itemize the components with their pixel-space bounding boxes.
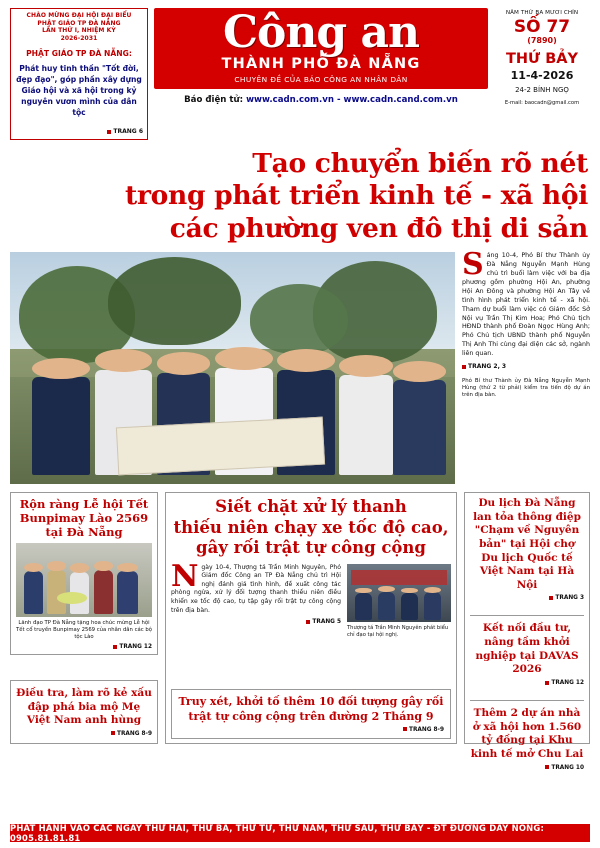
mid-bottom-article[interactable] — [171, 689, 451, 739]
masthead — [10, 8, 590, 140]
right-column — [464, 492, 590, 771]
lead-text-column — [462, 246, 590, 484]
left-article-1-page-ref: TRANG 12 — [16, 644, 152, 650]
mid-article-text — [171, 558, 341, 639]
mid-article-photo — [347, 564, 451, 622]
right-divider-1 — [470, 615, 584, 616]
masthead-right-info — [494, 8, 590, 140]
right-article-1-page-ref: TRANG 3 — [470, 595, 584, 601]
left-article-2-title: Điều tra, làm rõ kẻ xấu đập phá bia mộ Mẹ Việt Nam anh hùng — [16, 687, 152, 727]
newspaper-logo[interactable] — [154, 8, 488, 89]
logo-title: Công an — [223, 7, 419, 58]
lead-paragraph — [462, 246, 590, 359]
mid-title-line-1: Siết chặt xử lý thanh — [215, 496, 407, 516]
mid-photo-caption: Thượng tá Trần Minh Nguyên phát biểu chỉ đạo tại hội nghị. — [347, 624, 449, 638]
mid-article-title — [171, 497, 451, 559]
teaser-line-4: 2026-2031 — [60, 35, 98, 43]
teaser-page-ref: TRANG 6 — [15, 128, 143, 136]
mid-article[interactable] — [165, 492, 457, 744]
mid-photo-wrap — [347, 564, 451, 639]
headline-line-1: Tạo chuyển biến rõ nét — [252, 148, 588, 179]
lunar-date: 24-2 BÍNH NGỌ — [515, 86, 569, 95]
year-line: NĂM THỨ BA MƯƠI CHÍN — [505, 10, 579, 16]
website-urls[interactable]: www.cadn.com.vn - www.cadn.cand.com.vn — [246, 95, 458, 106]
lead-photo-caption: Phó Bí thư Thành ủy Đà Nẵng Nguyễn Mạnh Hùng (thứ 2 từ phải) kiểm tra tiến độ dự án trên địa bàn. — [462, 377, 590, 399]
mid-bottom-title-line-2: trật tự công cộng trên đường 2 Tháng 9 — [188, 709, 434, 723]
bottom-grid — [10, 492, 590, 771]
mid-bottom-page-ref: TRANG 8-9 — [178, 727, 444, 733]
headline-line-3: các phường ven đô thị di sản — [169, 212, 588, 244]
left-article-1-caption: Lãnh đạo TP Đà Nẵng tặng hoa chúc mừng Lễ hội Tết cổ truyền Bunpimay 2569 của nhân dân các bộ tộc Lào — [16, 620, 152, 641]
mid-page-ref: TRANG 5 — [171, 618, 341, 626]
headline-line-2: trong phát triển kinh tế - xã hội — [125, 180, 588, 212]
mid-bottom-title-line-1: Truy xét, khởi tố thêm 10 đối tượng gây rối — [178, 695, 444, 709]
logo-subtitle: THÀNH PHỐ ĐÀ NẴNG — [221, 56, 421, 73]
lead-dropcap: S — [462, 246, 484, 282]
right-article-1-title: Du lịch Đà Nẵng lan tỏa thông điệp "Chạm về Nguyên bản" tại Hội chợ Du lịch Quốc tế Việt Nam tại Hà Nội — [473, 496, 581, 591]
right-article-3-page-ref: TRANG 10 — [470, 765, 584, 771]
masthead-left-teaser[interactable] — [10, 8, 148, 140]
left-article-1[interactable] — [10, 492, 158, 655]
right-article-1[interactable] — [470, 497, 584, 601]
teaser-line-3: LẦN THỨ I, NHIỆM KỲ — [42, 27, 116, 35]
lead-page-ref: TRANG 2, 3 — [462, 363, 590, 372]
left-article-2-page-ref: TRANG 8-9 — [16, 731, 152, 737]
website-line[interactable] — [184, 95, 458, 105]
email-line[interactable]: E-mail: baocadn@gmail.com — [504, 99, 580, 106]
weekday: THỨ BẢY — [506, 50, 578, 67]
middle-column — [165, 492, 457, 744]
left-article-1-title: Rộn ràng Lễ hội Tết Bunpimay Lào 2569 tại Đà Nẵng — [19, 496, 149, 540]
teaser-line-2: PHẬT GIÁO TP ĐÀ NẴNG — [37, 19, 121, 27]
masthead-center — [154, 8, 488, 140]
issue-date: 11-4-2026 — [510, 69, 574, 83]
issue-number: SỐ 77 — [513, 17, 571, 38]
right-article-2-title: Kết nối đầu tư, nâng tầm khởi nghiệp tại DAVAS 2026 — [475, 622, 579, 676]
lead-photo — [10, 252, 455, 484]
mid-body: gày 10-4, Thượng tá Trần Minh Nguyên, Phó Giám đốc Công an TP Đà Nẵng chủ trì Hội nghị đánh giá tình hình, đề xuất công tác phòng ngừa, xử lý đối tượng thanh thiếu niên điều khiển xe tốc độ cao, tụ tập gây rối trật tự công cộng trên địa bàn. — [171, 563, 341, 614]
right-divider-2 — [470, 700, 584, 701]
footer-banner: PHÁT HÀNH VÀO CÁC NGÀY THỨ HAI, THỨ BA, THỨ TƯ, THỨ NĂM, THỨ SÁU, THỨ BẢY - ĐT ĐƯỜNG DÂY NÓNG: 0905.81.81.81 — [10, 824, 590, 842]
right-article-3-title: Thêm 2 dự án nhà ở xã hội hơn 1.560 tỷ đồng tại Khu kinh tế mở Chu Lai — [470, 707, 584, 760]
issue-paren: (7890) — [527, 36, 557, 46]
main-headline[interactable] — [10, 148, 590, 245]
mid-title-line-2: thiếu niên chạy xe tốc độ cao, — [173, 517, 449, 537]
teaser-heading: PHẬT GIÁO TP ĐÀ NẴNG: — [26, 48, 132, 58]
mid-title-line-3: gây rối trật tự công cộng — [196, 538, 426, 558]
lead-body: áng 10-4, Phó Bí thư Thành ủy Đà Nẵng Nguyễn Mạnh Hùng chủ trì buổi làm việc với ba địa phương gồm phường Hội An, phường Hội An Đông và phường Hội An Tây về tình hình phát triển kinh tế - xã hội. Tham dự buổi làm việc có Giám đốc Sở Nội vụ Trần Thị Kim Hoa; Phó Chủ tịch HĐND thành phố Đoàn Ngọc Hùng Anh; Phó Chủ tịch UBND thành phố Nguyễn Thị Anh Thi cùng đại diện các sở, ngành liên quan. — [462, 251, 590, 358]
right-article-2-page-ref: TRANG 12 — [470, 680, 584, 686]
teaser-line-1: CHÀO MỪNG ĐẠI HỘI ĐẠI BIỂU — [26, 12, 132, 19]
teaser-body: Phát huy tinh thần "Tốt đời, đẹp đạo", góp phần xây dựng Giáo hội và xã hội trong kỷ nguyên vươn mình của dân tộc — [16, 63, 142, 117]
website-label: Báo điện tử: — [184, 95, 244, 106]
mid-article-body-row — [171, 558, 451, 639]
left-article-2[interactable] — [10, 680, 158, 744]
logo-tagline: CHUYÊN ĐỀ CỦA BÁO CÔNG AN NHÂN DÂN — [234, 75, 408, 85]
left-column — [10, 492, 158, 744]
left-article-1-photo — [16, 543, 152, 617]
mid-dropcap: N — [171, 558, 199, 594]
lead-story — [10, 246, 590, 484]
right-article-3[interactable] — [470, 707, 584, 771]
right-article-2[interactable] — [470, 622, 584, 686]
